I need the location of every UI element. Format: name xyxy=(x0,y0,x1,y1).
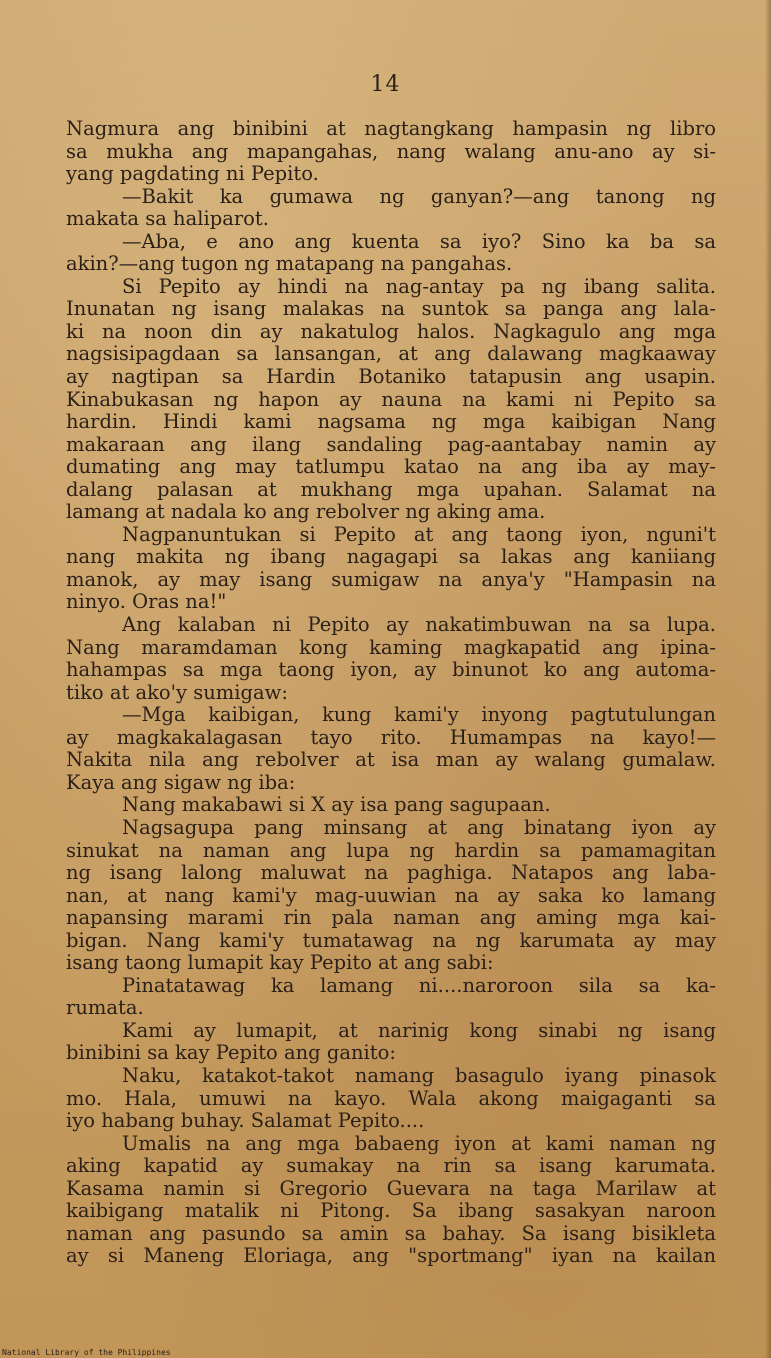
text-line: Kasama namin si Gregorio Guevara na taga Marilaw at xyxy=(66,1176,716,1200)
text-line: akin?—ang tugon ng matapang na pangahas. xyxy=(66,252,513,276)
text-line: Nang maramdaman kong kaming magkapatid ang ipina- xyxy=(66,635,716,659)
text-line: rumata. xyxy=(66,996,144,1020)
text-line: ay magkakalagasan tayo rito. Humampas na kayo!— xyxy=(66,725,716,749)
text-line: nang makita ng ibang nagagapi sa lakas ang kaniiang xyxy=(66,545,716,569)
text-line: napansing marami rin pala naman ang aming mga kai- xyxy=(66,906,716,930)
text-line: dalang palasan at mukhang mga upahan. Salamat na xyxy=(66,477,716,501)
text-line: sinukat na naman ang lupa ng hardin sa pamamagitan xyxy=(66,838,716,862)
text-line: Nakita nila ang rebolver at isa man ay walang gumalaw. xyxy=(66,748,716,772)
text-line: dumating ang may tatlumpu katao na ang iba ay may- xyxy=(66,455,716,479)
text-line: ay si Maneng Eloriaga, ang "sportmang" iyan na kailan xyxy=(66,1244,716,1268)
text-line: sa mukha ang mapangahas, nang walang anu-ano ay si- xyxy=(66,139,716,163)
text-line: Nagpanuntukan si Pepito at ang taong iyon, nguni't xyxy=(122,522,716,546)
text-line: mo. Hala, umuwi na kayo. Wala akong maigaganti sa xyxy=(66,1086,716,1110)
text-line: binibini sa kay Pepito ang ganito: xyxy=(66,1041,396,1065)
text-line: tiko at ako'y sumigaw: xyxy=(66,680,288,704)
text-line: hardin. Hindi kami nagsama ng mga kaibigan Nang xyxy=(66,410,716,434)
text-line: ay nagtipan sa Hardin Botaniko tatapusin ang usapin. xyxy=(66,365,716,389)
text-line: nagsisipagdaan sa lansangan, at ang dalawang magkaaway xyxy=(66,342,716,366)
library-credit: National Library of the Philippines xyxy=(2,1348,171,1357)
text-line: —Bakit ka gumawa ng ganyan?—ang tanong ng xyxy=(122,184,716,208)
text-line: Inunatan ng isang malakas na suntok sa panga ang lala- xyxy=(66,297,716,321)
text-line: aking kapatid ay sumakay na rin sa isang karumata. xyxy=(66,1154,716,1178)
text-line: ninyo. Oras na!" xyxy=(66,590,227,614)
page-edge-shadow xyxy=(765,0,771,1358)
text-line: Kaya ang sigaw ng iba: xyxy=(66,770,296,794)
text-line: Nagsagupa pang minsang at ang binatang iyon ay xyxy=(122,815,716,839)
text-line: —Aba, e ano ang kuenta sa iyo? Sino ka ba sa xyxy=(122,229,716,253)
text-line: hahampas sa mga taong iyon, ay binunot ko ang automa- xyxy=(66,658,716,682)
text-line: makata sa haliparot. xyxy=(66,207,269,231)
text-line: nan, at nang kami'y mag-uuwian na ay saka ko lamang xyxy=(66,883,716,907)
text-line: kaibigang matalik ni Pitong. Sa ibang sasakyan naroon xyxy=(66,1199,716,1223)
text-line: —Mga kaibigan, kung kami'y inyong pagtutulungan xyxy=(122,703,716,727)
text-line: iyo habang buhay. Salamat Pepito.... xyxy=(66,1109,425,1133)
text-line: isang taong lumapit kay Pepito at ang sabi: xyxy=(66,951,494,975)
text-line: manok, ay may isang sumigaw na anya'y "Hampasin na xyxy=(66,567,716,591)
page-number: 14 xyxy=(370,72,401,97)
text-line: Nang makabawi si X ay isa pang sagupaan. xyxy=(122,793,551,817)
text-line: bigan. Nang kami'y tumatawag na ng karumata ay may xyxy=(66,928,716,952)
text-line: makaraan ang ilang sandaling pag-aantabay namin ay xyxy=(66,432,716,456)
text-line: ng isang lalong maluwat na paghiga. Natapos ang laba- xyxy=(66,861,716,885)
text-line: Pinatatawag ka lamang ni....naroroon sila sa ka- xyxy=(122,973,716,997)
text-line: Kinabukasan ng hapon ay nauna na kami ni Pepito sa xyxy=(66,387,716,411)
text-line: Nagmura ang binibini at nagtangkang hampasin ng libro xyxy=(66,117,716,140)
text-line: Ang kalaban ni Pepito ay nakatimbuwan na sa lupa. xyxy=(122,613,716,637)
text-line: Kami ay lumapit, at narinig kong sinabi ng isang xyxy=(122,1018,716,1042)
text-line: Umalis na ang mga babaeng iyon at kami naman ng xyxy=(122,1131,716,1155)
text-line: yang pagdating ni Pepito. xyxy=(66,162,319,186)
text-line: lamang at nadala ko ang rebolver ng aking ama. xyxy=(66,500,546,524)
text-line: ki na noon din ay nakatulog halos. Nagkagulo ang mga xyxy=(66,319,716,343)
text-line: Si Pepito ay hindi na nag-antay pa ng ibang salita. xyxy=(122,274,716,298)
body-text xyxy=(66,118,716,1268)
text-line: naman ang pasundo sa amin sa bahay. Sa isang bisikleta xyxy=(66,1221,716,1245)
text-line: Naku, katakot-takot namang basagulo iyang pinasok xyxy=(122,1063,716,1087)
